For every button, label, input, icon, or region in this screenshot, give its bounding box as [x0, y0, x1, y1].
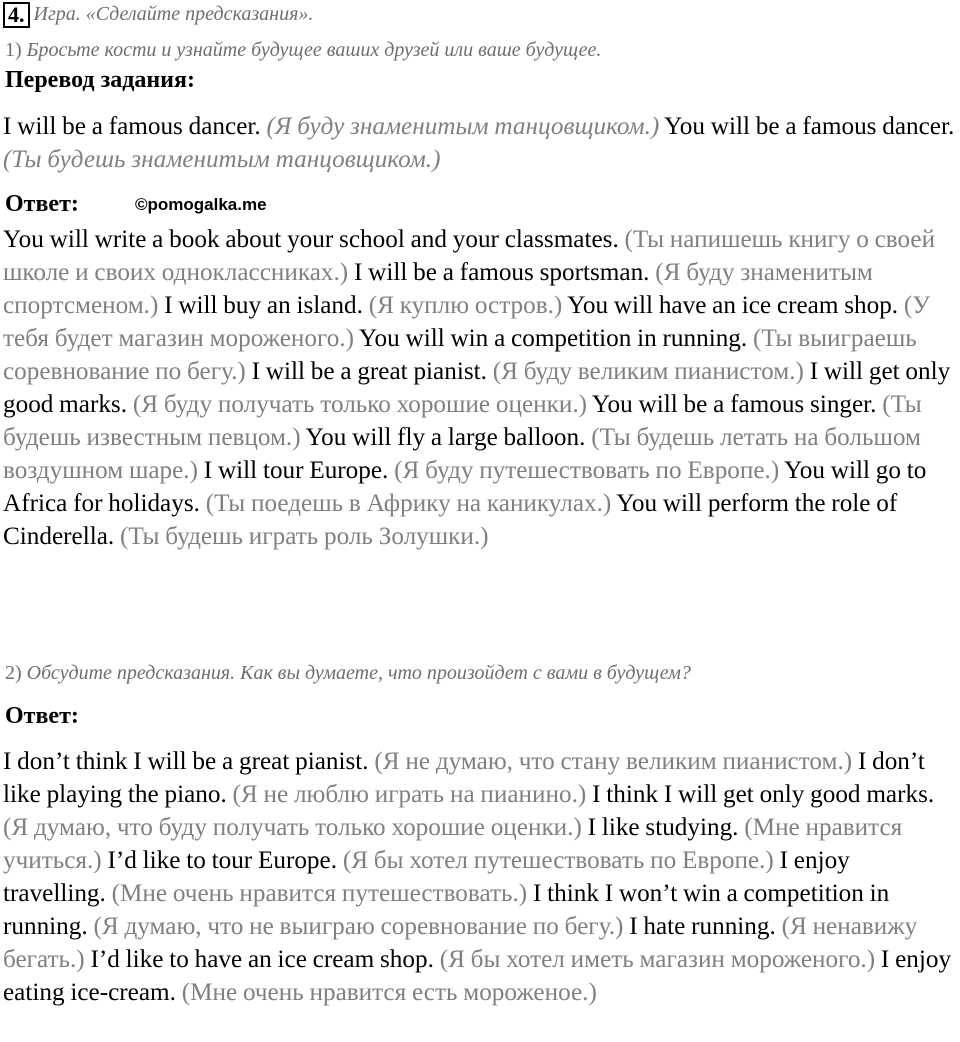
answer1-ru-5: (Я буду великим пианистом.) [492, 358, 804, 385]
answer2-ru-7: (Я ненавижу бегать.) [3, 913, 918, 973]
answer2-ru-0: (Я не думаю, что стану великим пианистом.) [374, 748, 853, 775]
answer2-en-0: I don’t think I will be a great pianist. [3, 748, 369, 775]
answer2-en-6: I think I won’t win a competition in running. [3, 880, 890, 940]
translation-heading: Перевод задания: [5, 67, 195, 93]
answer2-ru-2: (Я думаю, что буду получать только хорошие оценки.) [3, 814, 582, 841]
answer1-ru-2: (Я куплю остров.) [368, 292, 563, 319]
answer2-en-7: I hate running. [629, 913, 776, 940]
answer2-ru-1: (Я не люблю играть на пианино.) [232, 781, 587, 808]
answer1-en-9: I will tour Europe. [203, 457, 389, 484]
answer2-ru-6: (Я думаю, что не выиграю соревнование по бегу.) [93, 913, 624, 940]
answer1-ru-0: (Ты напишешь книгу о своей школе и своих одноклассниках.) [3, 226, 936, 286]
part1-instruction [5, 38, 955, 62]
answer2-en-5: I enjoy travelling. [3, 847, 850, 907]
answer2-en-8: I’d like to have an ice cream shop. [90, 946, 434, 973]
answer1-paragraph [3, 223, 958, 553]
part2-instruction [5, 661, 955, 685]
answer1-ru-1: (Я буду знаменитым спортсменом.) [3, 259, 873, 319]
answer2-ru-9: (Мне очень нравится есть мороженое.) [181, 979, 597, 1006]
part1-number: 1) [5, 39, 22, 61]
answer1-en-11: You will perform the role of Cinderella. [3, 490, 898, 550]
task-header [3, 2, 953, 28]
answer1-en-3: You will have an ice cream shop. [567, 292, 899, 319]
answer2-ru-8: (Я бы хотел иметь магазин мороженого.) [439, 946, 876, 973]
answer1-en-0: You will write a book about your school and your classmates. [3, 226, 619, 253]
translation-ru-1: (Ты будешь знаменитым танцовщиком.) [3, 146, 441, 173]
answer2-en-2: I think I will get only good marks. [592, 781, 935, 808]
answer2-en-3: I like studying. [587, 814, 739, 841]
answer1-ru-6: (Я буду получать только хорошие оценки.) [132, 391, 588, 418]
answer2-ru-4: (Я бы хотел путешествовать по Европе.) [342, 847, 774, 874]
part2-number: 2) [5, 662, 22, 684]
answer1-ru-11: (Ты будешь играть роль Золушки.) [120, 523, 489, 550]
part1-instruction-text: Бросьте кости и узнайте будущее ваших друзей или ваше будущее. [26, 39, 602, 61]
task-number: 4. [3, 2, 30, 28]
answer1-en-2: I will buy an island. [164, 292, 363, 319]
answer1-ru-10: (Ты поедешь в Африку на каникулах.) [205, 490, 612, 517]
translation-en-0: I will be a famous dancer. [3, 113, 261, 140]
translation-en-1: You will be a famous dancer. [664, 113, 955, 140]
answer2-ru-5: (Мне очень нравится путешествовать.) [111, 880, 528, 907]
translation-ru-0: (Я буду знаменитым танцовщиком.) [266, 113, 660, 140]
answer1-ru-7: (Ты будешь известным певцом.) [3, 391, 922, 451]
answer1-en-10: You will go to Africa for holidays. [3, 457, 927, 517]
watermark: ©pomogalka.me [135, 195, 267, 214]
answer2-en-4: I’d like to tour Europe. [107, 847, 338, 874]
answer1-ru-8: (Ты будешь летать на большом воздушном шаре.) [3, 424, 921, 484]
answer1-ru-9: (Я буду путешествовать по Европе.) [394, 457, 780, 484]
answer1-en-7: You will be a famous singer. [591, 391, 877, 418]
answer2-ru-3: (Мне нравится учиться.) [3, 814, 903, 874]
answer2-en-9: I enjoy eating ice-cream. [3, 946, 952, 1006]
task-title: Игра. «Сделайте предсказания». [33, 3, 314, 25]
answer2-heading: Ответ: [5, 703, 79, 729]
answer1-en-1: I will be a famous sportsman. [353, 259, 650, 286]
answer1-heading: Ответ: [5, 191, 79, 217]
answer1-en-4: You will win a competition in running. [358, 325, 748, 352]
answer1-en-8: You will fly a large balloon. [305, 424, 586, 451]
translation-paragraph [3, 110, 958, 176]
part2-instruction-text: Обсудите предсказания. Как вы думаете, что произойдет с вами в будущем? [26, 662, 691, 684]
answer2-paragraph [3, 745, 958, 1009]
answer2-en-1: I don’t like playing the piano. [3, 748, 925, 808]
answer1-ru-4: (Ты выиграешь соревнование по бегу.) [3, 325, 917, 385]
answer1-en-5: I will be a great pianist. [251, 358, 487, 385]
answer1-ru-3: (У тебя будет магазин мороженого.) [3, 292, 931, 352]
answer1-en-6: I will get only good marks. [3, 358, 951, 418]
